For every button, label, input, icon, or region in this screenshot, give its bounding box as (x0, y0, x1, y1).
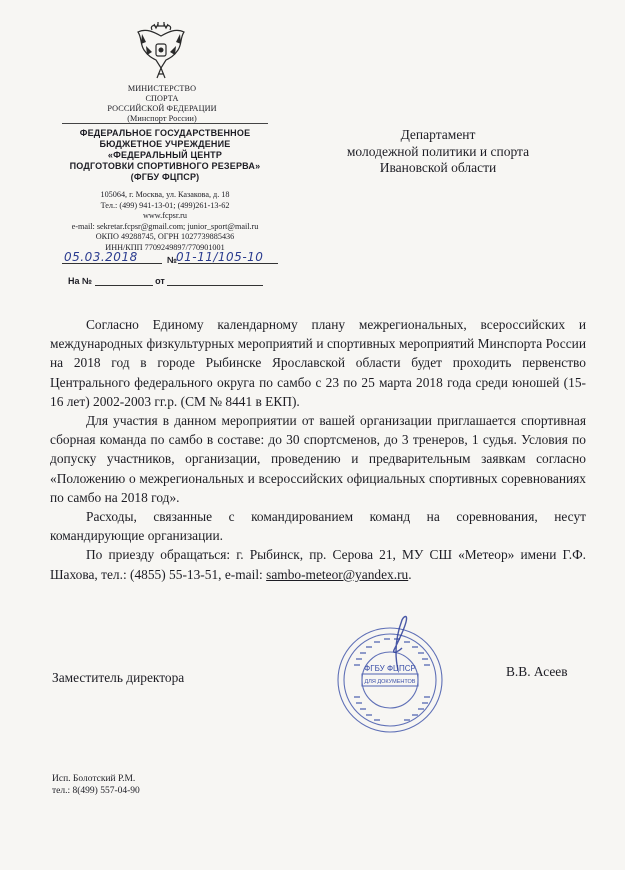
contact-line: Тел.: (499) 941-13-01; (499)261-13-62 (100, 200, 230, 210)
body-paragraph: Для участия в данном мероприятии от вашей организации приглашается спортивная сборная команда по самбо в составе: до 30 спортсменов, до 3 тренеров, 1 судья. Условия по допуску участников, организации, проведению и предварительным заявкам согласно «Положению о межрегиональных и всероссийских официальных спортивных соревнованиях по самбо на 2018 год». (50, 413, 586, 505)
registration-date: 05.03.2018 (64, 250, 138, 264)
org-line: БЮДЖЕТНОЕ УЧРЕЖДЕНИЕ (99, 139, 231, 149)
org-line: (ФГБУ ФЦПСР) (130, 172, 200, 182)
addressee-line: Ивановской области (379, 160, 497, 175)
reference-prefix: На № (68, 276, 93, 286)
letterhead-divider (62, 123, 268, 124)
contact-line: 105064, г. Москва, ул. Казакова, д. 18 (100, 190, 230, 199)
org-line: ПОДГОТОВКИ СПОРТИВНОГО РЕЗЕРВА» (69, 161, 261, 171)
executor-name: Исп. Болотский Р.М. (52, 774, 136, 784)
organization-name (62, 128, 268, 183)
contact-paragraph-text: По приезду обращаться: г. Рыбинск, пр. Серова 21, МУ СШ «Метеор» имени Г.Ф. Шахова, тел.: (4855) 55-13-51, e-mail: (50, 547, 586, 582)
stamp-sub-text: ДЛЯ ДОКУМЕНТОВ (364, 679, 416, 685)
executor-phone: тел.: 8(499) 557-04-90 (52, 786, 140, 796)
contact-line: e-mail: sekretar.fcpsr@gmail.com; junior_sport@mail.ru (71, 221, 259, 231)
body-paragraph: Согласно Единому календарному плану межрегиональных, всероссийских и международных физкультурных мероприятий и спортивных мероприятий Минспорта России на 2018 год в городе Рыбинске Ярославской области будет проходить первенство Центрального федерального округа по самбо с 23 по 25 марта 2018 года среди юношей (15-16 лет) 2002-2003 гг.р. (СМ № 8441 в ЕКП). (50, 317, 586, 409)
ministry-name (96, 84, 228, 124)
contact-email-link[interactable]: sambo-meteor@yandex.ru (266, 566, 409, 582)
reference-number-blank (95, 276, 153, 286)
registration-number-label: № (167, 255, 178, 265)
state-emblem-icon (132, 22, 190, 82)
executor-block (52, 773, 140, 797)
contact-line: www.fcpsr.ru (142, 211, 188, 220)
date-underline (62, 263, 162, 264)
organization-contacts (58, 190, 272, 253)
body-paragraph (50, 545, 586, 583)
ministry-line: СПОРТА (145, 94, 179, 103)
registration-line (60, 252, 280, 266)
reference-date-blank (167, 276, 263, 286)
letter-body (50, 315, 586, 584)
number-underline (178, 263, 278, 264)
contact-paragraph-end: . (408, 566, 412, 582)
ministry-line: РОССИЙСКОЙ ФЕДЕРАЦИИ (107, 104, 217, 113)
ministry-line: МИНИСТЕРСТВО (127, 84, 197, 93)
reference-line (68, 276, 268, 286)
addressee-line: Департамент (400, 127, 476, 142)
stamp-center-text: ФГБУ ФЦПСР (364, 664, 416, 673)
ministry-line: (Минспорт России) (127, 114, 197, 123)
org-line: ФЕДЕРАЛЬНОЕ ГОСУДАРСТВЕННОЕ (79, 128, 251, 138)
registration-number: 01-11/105-10 (176, 250, 264, 264)
contact-line: ИНН/КПП 7709249897/770901001 (105, 242, 225, 252)
contact-line: ОКПО 49288745, ОГРН 1027739885436 (95, 232, 235, 241)
handwritten-signature-icon (368, 612, 428, 672)
reference-from: от (155, 276, 165, 286)
signer-position: Заместитель директора (52, 670, 185, 685)
body-paragraph: Расходы, связанные с командированием команд на соревнования, несут командирующие организации. (50, 509, 586, 544)
org-line: «ФЕДЕРАЛЬНЫЙ ЦЕНТР (107, 150, 223, 160)
signer-name: В.В. Асеев (506, 664, 568, 679)
addressee-line: молодежной политики и спорта (346, 143, 530, 159)
addressee-block (318, 127, 558, 177)
